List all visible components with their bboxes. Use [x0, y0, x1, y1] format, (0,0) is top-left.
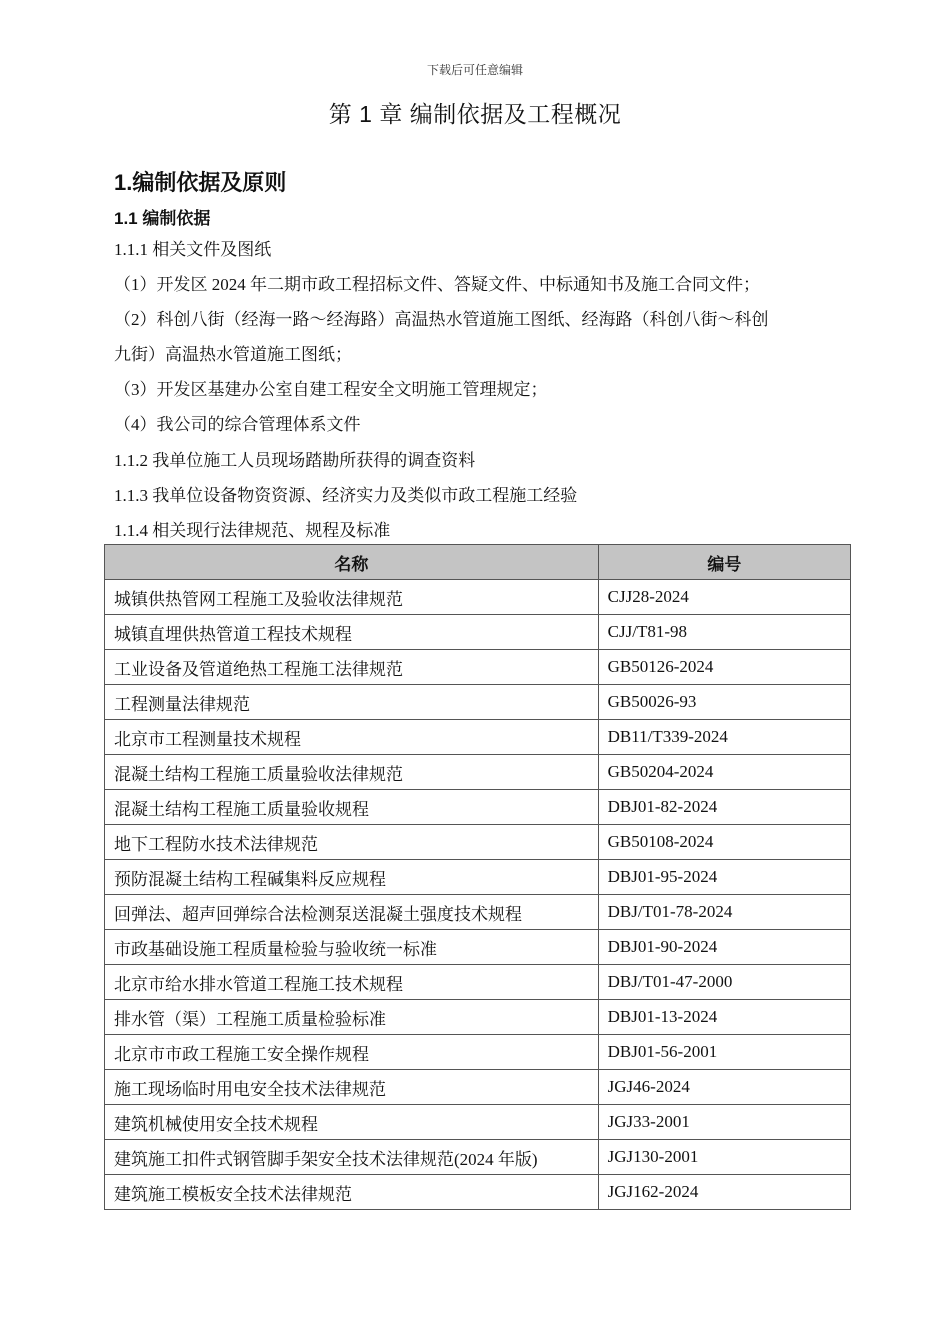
paragraph: 1.1.2 我单位施工人员现场踏勘所获得的调查资料: [114, 451, 476, 470]
table-row: [105, 1035, 851, 1070]
section-heading: 1.编制依据及原则: [114, 170, 287, 195]
paragraph: （3）开发区基建办公室自建工程安全文明施工管理规定；: [114, 380, 548, 399]
standard-code-cell: JGJ46-2024: [598, 1070, 850, 1105]
standard-code-cell: DBJ/T01-47-2000: [598, 965, 850, 1000]
standard-code-cell: CJJ/T81-98: [598, 615, 850, 650]
standard-code-cell: CJJ28-2024: [598, 580, 850, 615]
table-row: [105, 650, 851, 685]
paragraph: （4）我公司的综合管理体系文件: [114, 415, 361, 434]
header-note: 下载后可任意编辑: [426, 63, 523, 77]
table-row: [105, 755, 851, 790]
paragraph: （1）开发区 2024 年二期市政工程招标文件、答疑文件、中标通知书及施工合同文件；: [114, 275, 760, 294]
paragraph: 1.1.4 相关现行法律规范、规程及标准: [114, 521, 391, 540]
table-row: [105, 1070, 851, 1105]
standard-code-cell: DB11/T339-2024: [598, 720, 850, 755]
standard-name-cell: 预防混凝土结构工程碱集料反应规程: [105, 860, 599, 895]
standard-name-cell: 建筑施工模板安全技术法律规范: [105, 1175, 599, 1210]
table-row: [105, 580, 851, 615]
paragraph: （2）科创八街（经海一路～经海路）高温热水管道施工图纸、经海路（科创八街～科创: [114, 310, 769, 329]
table-row: [105, 860, 851, 895]
standard-name-cell: 城镇直埋供热管道工程技术规程: [105, 615, 599, 650]
table-row: [105, 1175, 851, 1210]
standard-code-cell: GB50026-93: [598, 685, 850, 720]
standard-code-cell: GB50108-2024: [598, 825, 850, 860]
standard-name-cell: 建筑机械使用安全技术规程: [105, 1105, 599, 1140]
table-row: [105, 685, 851, 720]
standard-name-cell: 市政基础设施工程质量检验与验收统一标准: [105, 930, 599, 965]
standard-code-cell: DBJ01-13-2024: [598, 1000, 850, 1035]
table-row: [105, 720, 851, 755]
standard-name-cell: 地下工程防水技术法律规范: [105, 825, 599, 860]
paragraph: 1.1.3 我单位设备物资资源、经济实力及类似市政工程施工经验: [114, 486, 578, 505]
table-row: [105, 825, 851, 860]
standard-code-cell: DBJ01-90-2024: [598, 930, 850, 965]
standard-code-cell: JGJ33-2001: [598, 1105, 850, 1140]
standard-name-cell: 工程测量法律规范: [105, 685, 599, 720]
paragraph: 九街）高温热水管道施工图纸；: [114, 345, 352, 364]
table-row: [105, 930, 851, 965]
standard-name-cell: 回弹法、超声回弹综合法检测泵送混凝土强度技术规程: [105, 895, 599, 930]
standard-code-cell: DBJ/T01-78-2024: [598, 895, 850, 930]
standard-name-cell: 北京市工程测量技术规程: [105, 720, 599, 755]
standard-name-cell: 城镇供热管网工程施工及验收法律规范: [105, 580, 599, 615]
standards-table: [104, 544, 851, 1210]
table-row: [105, 790, 851, 825]
standard-code-cell: DBJ01-82-2024: [598, 790, 850, 825]
table-row: [105, 895, 851, 930]
standard-name-cell: 混凝土结构工程施工质量验收法律规范: [105, 755, 599, 790]
table-body: [105, 580, 851, 1210]
standard-code-cell: DBJ01-95-2024: [598, 860, 850, 895]
table-row: [105, 965, 851, 1000]
standard-name-cell: 北京市市政工程施工安全操作规程: [105, 1035, 599, 1070]
standard-code-cell: DBJ01-56-2001: [598, 1035, 850, 1070]
standard-name-cell: 工业设备及管道绝热工程施工法律规范: [105, 650, 599, 685]
subsection-heading: 1.1 编制依据: [114, 209, 211, 228]
chapter-title: 第 1 章 编制依据及工程概况: [328, 101, 622, 127]
table-row: [105, 1140, 851, 1175]
standard-code-cell: GB50126-2024: [598, 650, 850, 685]
paragraph: 1.1.1 相关文件及图纸: [114, 240, 272, 259]
standard-name-cell: 排水管（渠）工程施工质量检验标准: [105, 1000, 599, 1035]
standard-name-cell: 建筑施工扣件式钢管脚手架安全技术法律规范(2024 年版): [105, 1140, 599, 1175]
table-header-row: [105, 545, 851, 580]
standard-name-cell: 施工现场临时用电安全技术法律规范: [105, 1070, 599, 1105]
standard-code-cell: JGJ162-2024: [598, 1175, 850, 1210]
column-header-code: 编号: [598, 545, 850, 580]
table-row: [105, 1105, 851, 1140]
standard-name-cell: 北京市给水排水管道工程施工技术规程: [105, 965, 599, 1000]
column-header-name: 名称: [105, 545, 599, 580]
standard-code-cell: JGJ130-2001: [598, 1140, 850, 1175]
standard-code-cell: GB50204-2024: [598, 755, 850, 790]
standard-name-cell: 混凝土结构工程施工质量验收规程: [105, 790, 599, 825]
table-row: [105, 1000, 851, 1035]
table-row: [105, 615, 851, 650]
